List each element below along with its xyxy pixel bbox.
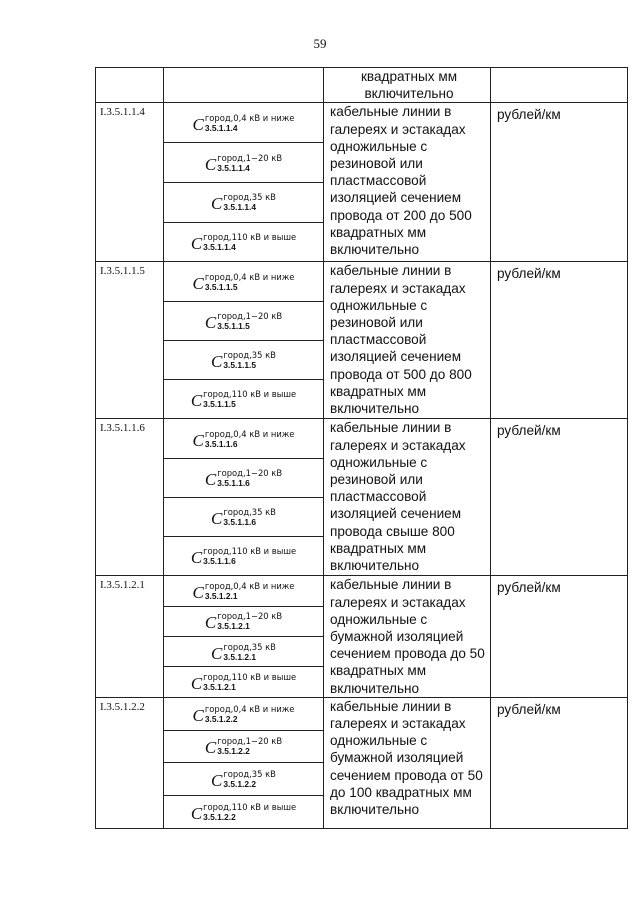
formula-superscript: город,0,4 кВ и ниже xyxy=(204,112,295,123)
formula-subscript: 3.5.1.1.5 xyxy=(203,399,236,410)
formula-scripts xyxy=(217,611,282,631)
formula-superscript: город,1−20 кВ xyxy=(217,310,283,321)
unit-label: рублей/км xyxy=(497,423,561,439)
rate-symbol: C xyxy=(211,771,223,791)
formula-superscript: город,110 кВ и выше xyxy=(203,672,297,683)
formula-subscript: 3.5.1.2.2 xyxy=(217,746,250,757)
rate-formula xyxy=(193,113,295,133)
description-cell xyxy=(324,103,491,262)
code-cell xyxy=(96,576,164,697)
formula-scripts xyxy=(203,389,296,409)
formula-item xyxy=(164,698,323,731)
formula-list xyxy=(164,576,323,696)
rate-symbol: C xyxy=(204,312,217,332)
rate-formula xyxy=(211,192,276,212)
unit-cell xyxy=(491,262,628,419)
rate-formula xyxy=(211,769,276,789)
unit-cell xyxy=(491,103,628,262)
code-cell xyxy=(96,697,164,828)
formula-scripts xyxy=(205,272,295,292)
formula-superscript: город,110 кВ и выше xyxy=(203,232,297,243)
formula-superscript: город,110 кВ и выше xyxy=(203,546,297,557)
row-description: кабельные линии в галереях и эстакадах одножильные с резиновой или пластмассовой изоляцией сечением провода свыше 800 квадратных мм включительно xyxy=(330,420,466,574)
formula-subscript: 3.5.1.1.6 xyxy=(223,517,256,528)
formula-scripts xyxy=(203,546,296,566)
formula-superscript: город,35 кВ xyxy=(223,641,276,652)
formula-superscript: город,0,4 кВ и ниже xyxy=(204,271,295,282)
formula-cell-empty xyxy=(164,68,324,103)
formula-subscript: 3.5.1.2.1 xyxy=(204,591,238,602)
rate-formula xyxy=(205,311,282,331)
formula-cell xyxy=(164,576,324,697)
formula-scripts xyxy=(203,672,296,692)
formula-item xyxy=(164,607,323,637)
rate-formula xyxy=(191,389,296,409)
rate-symbol: C xyxy=(190,234,203,254)
rate-formula xyxy=(193,581,295,601)
code-cell xyxy=(96,419,164,576)
unit-cell xyxy=(491,576,628,697)
formula-cell xyxy=(164,697,324,828)
formula-subscript: 3.5.1.1.4 xyxy=(204,122,238,133)
unit-cell-empty xyxy=(491,68,628,103)
rate-symbol: C xyxy=(204,613,217,633)
formula-item xyxy=(164,262,323,301)
formula-item xyxy=(164,341,323,380)
rate-symbol: C xyxy=(192,273,204,293)
rate-symbol: C xyxy=(190,674,203,694)
formula-list xyxy=(164,419,323,575)
formula-scripts xyxy=(205,113,295,133)
page-number: 59 xyxy=(313,36,327,51)
rate-formula xyxy=(211,350,276,370)
rate-symbol: C xyxy=(190,803,203,823)
description-cell xyxy=(324,68,491,103)
formula-superscript: город,110 кВ и выше xyxy=(203,389,297,400)
unit-label: рублей/км xyxy=(497,266,561,282)
rate-formula xyxy=(191,232,296,252)
description-cell xyxy=(324,262,491,419)
unit-cell xyxy=(491,419,628,576)
formula-scripts xyxy=(217,736,282,756)
table-row xyxy=(96,576,628,697)
formula-list xyxy=(164,103,323,261)
formula-scripts xyxy=(223,350,276,370)
rate-symbol: C xyxy=(192,583,204,603)
formula-item xyxy=(164,103,323,143)
formula-subscript: 3.5.1.1.6 xyxy=(203,556,236,567)
formula-superscript: город,35 кВ xyxy=(223,350,276,361)
row-code: I.3.5.1.1.6 xyxy=(100,422,145,435)
row-description: кабельные линии в галереях и эстакадах одножильные с резиновой или пластмассовой изоляцией сечением провода от 500 до 800 квадратных мм включительно xyxy=(330,263,472,417)
formula-scripts xyxy=(205,429,295,449)
formula-subscript: 3.5.1.2.1 xyxy=(217,621,250,632)
formula-scripts xyxy=(203,802,296,822)
formula-superscript: город,110 кВ и выше xyxy=(203,801,297,812)
formula-scripts xyxy=(223,192,276,212)
unit-label: рублей/км xyxy=(497,580,561,596)
formula-scripts xyxy=(203,232,296,252)
row-code: I.3.5.1.1.5 xyxy=(100,265,145,278)
rate-formula xyxy=(191,672,296,692)
description-cell xyxy=(324,419,491,576)
formula-superscript: город,1−20 кВ xyxy=(217,736,283,747)
formula-item xyxy=(164,223,323,262)
rate-symbol: C xyxy=(211,643,223,663)
formula-subscript: 3.5.1.1.5 xyxy=(217,320,250,331)
formula-item xyxy=(164,576,323,606)
formula-item xyxy=(164,143,323,183)
formula-superscript: город,1−20 кВ xyxy=(217,467,283,478)
tariff-table xyxy=(95,67,628,829)
rate-symbol: C xyxy=(192,705,204,725)
formula-superscript: город,1−20 кВ xyxy=(217,611,283,622)
formula-item xyxy=(164,459,323,498)
formula-item xyxy=(164,302,323,341)
description-cell xyxy=(324,697,491,828)
description-continuation: квадратных мм включительно xyxy=(360,69,458,102)
unit-label: рублей/км xyxy=(497,701,561,717)
formula-subscript: 3.5.1.2.1 xyxy=(223,651,256,662)
row-description: кабельные линии в галереях и эстакадах одножильные с бумажной изоляцией сечением провода от 50 до 100 квадратных мм включительно xyxy=(330,698,483,818)
formula-scripts xyxy=(217,311,282,331)
table-row xyxy=(96,419,628,576)
formula-cell xyxy=(164,103,324,262)
rate-symbol: C xyxy=(190,391,203,411)
rate-symbol: C xyxy=(192,114,204,134)
unit-label: рублей/км xyxy=(497,107,561,123)
rate-symbol: C xyxy=(211,509,223,529)
formula-item xyxy=(164,537,323,575)
rate-formula xyxy=(205,611,282,631)
table-row xyxy=(96,697,628,828)
rate-formula xyxy=(191,546,296,566)
formula-list xyxy=(164,698,323,828)
row-code: I.3.5.1.1.4 xyxy=(100,106,145,119)
formula-scripts xyxy=(217,468,282,488)
table-body xyxy=(96,68,628,829)
rate-formula xyxy=(205,468,282,488)
formula-subscript: 3.5.1.1.5 xyxy=(204,281,238,292)
formula-cell xyxy=(164,262,324,419)
formula-superscript: город,0,4 кВ и ниже xyxy=(204,703,295,714)
rate-symbol: C xyxy=(204,738,217,758)
code-cell-empty xyxy=(96,68,164,103)
rate-formula xyxy=(193,429,295,449)
code-cell xyxy=(96,262,164,419)
table-row-continuation xyxy=(96,68,628,103)
formula-item xyxy=(164,183,323,223)
description-cell xyxy=(324,576,491,697)
rate-symbol: C xyxy=(211,194,223,214)
formula-superscript: город,1−20 кВ xyxy=(217,152,283,163)
formula-item xyxy=(164,419,323,458)
unit-cell xyxy=(491,697,628,828)
formula-item xyxy=(164,763,323,796)
formula-scripts xyxy=(223,507,276,527)
formula-scripts xyxy=(205,704,295,724)
formula-subscript: 3.5.1.1.4 xyxy=(223,202,256,213)
row-description: кабельные линии в галереях и эстакадах одножильные с бумажной изоляцией сечением провода до 50 квадратных мм включительно xyxy=(330,577,485,696)
row-code: I.3.5.1.2.2 xyxy=(100,700,145,713)
rate-symbol: C xyxy=(204,469,217,489)
rate-formula xyxy=(193,272,295,292)
formula-item xyxy=(164,796,323,828)
rate-symbol: C xyxy=(204,154,217,174)
formula-cell xyxy=(164,419,324,576)
rate-symbol: C xyxy=(211,352,223,372)
rate-symbol: C xyxy=(190,548,203,568)
formula-superscript: город,0,4 кВ и ниже xyxy=(204,428,295,439)
rate-formula xyxy=(211,507,276,527)
formula-superscript: город,0,4 кВ и ниже xyxy=(204,581,295,592)
rate-formula xyxy=(211,642,276,662)
formula-item xyxy=(164,498,323,537)
formula-scripts xyxy=(223,769,276,789)
row-code: I.3.5.1.2.1 xyxy=(100,579,145,592)
formula-item xyxy=(164,667,323,696)
formula-list xyxy=(164,262,323,418)
formula-superscript: город,35 кВ xyxy=(223,507,276,518)
formula-scripts xyxy=(223,642,276,662)
formula-subscript: 3.5.1.2.1 xyxy=(203,682,236,693)
formula-subscript: 3.5.1.2.2 xyxy=(203,811,236,822)
formula-scripts xyxy=(217,153,282,173)
formula-superscript: город,35 кВ xyxy=(223,192,276,203)
formula-item xyxy=(164,731,323,764)
rate-formula xyxy=(205,153,282,173)
formula-item xyxy=(164,380,323,418)
formula-subscript: 3.5.1.1.6 xyxy=(204,438,238,449)
table-row xyxy=(96,262,628,419)
formula-subscript: 3.5.1.2.2 xyxy=(223,779,256,790)
formula-subscript: 3.5.1.1.6 xyxy=(217,477,250,488)
rate-symbol: C xyxy=(192,430,204,450)
rate-formula xyxy=(191,802,296,822)
formula-scripts xyxy=(205,581,295,601)
formula-superscript: город,35 кВ xyxy=(223,769,276,780)
formula-subscript: 3.5.1.2.2 xyxy=(204,713,238,724)
table-row xyxy=(96,103,628,262)
formula-item xyxy=(164,637,323,667)
formula-subscript: 3.5.1.1.4 xyxy=(203,242,236,253)
row-description: кабельные линии в галереях и эстакадах одножильные с резиновой или пластмассовой изоляцией сечением провода от 200 до 500 квадратных мм включительно xyxy=(330,104,472,258)
formula-subscript: 3.5.1.1.5 xyxy=(223,360,256,371)
formula-subscript: 3.5.1.1.4 xyxy=(217,162,250,173)
code-cell xyxy=(96,103,164,262)
rate-formula xyxy=(205,736,282,756)
rate-formula xyxy=(193,704,295,724)
